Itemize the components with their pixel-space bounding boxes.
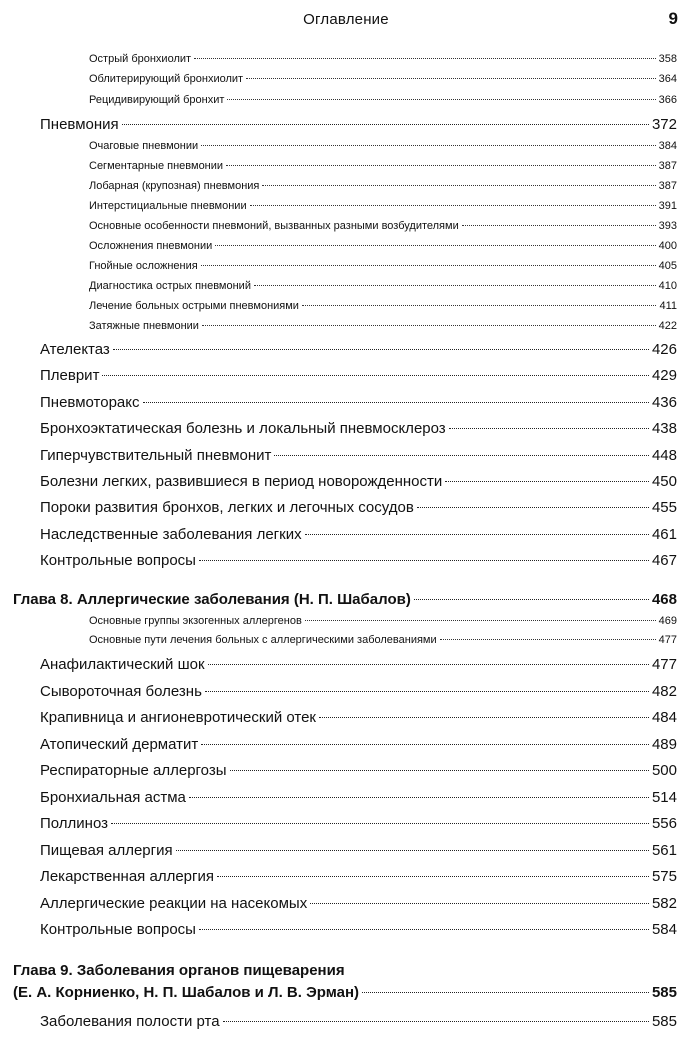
toc-entry-label: Аллергические реакции на насекомых	[40, 895, 308, 912]
toc-entry[interactable]	[40, 895, 677, 921]
toc-entry-label: Пневмония	[40, 116, 119, 133]
leader-dots	[310, 903, 649, 904]
leader-dots	[305, 534, 649, 535]
toc-entry[interactable]	[89, 53, 677, 73]
toc-entry-label: Осложнения пневмонии	[89, 240, 213, 252]
leader-dots	[215, 245, 655, 246]
toc-entry[interactable]	[40, 420, 677, 446]
toc-entry-label: Поллиноз	[40, 815, 109, 832]
leader-dots	[199, 560, 649, 561]
toc-entry-label: Ателектаз	[40, 341, 110, 358]
leader-dots	[223, 1021, 649, 1022]
toc-entry-label: Лекарственная аллергия	[40, 868, 214, 885]
toc-entry-label: Сывороточная болезнь	[40, 683, 202, 700]
toc-entry[interactable]	[40, 921, 677, 947]
toc-entry-label: Гиперчувствительный пневмонит	[40, 447, 272, 464]
toc-entry-page: 477	[651, 656, 677, 673]
toc-entry-page: 393	[658, 220, 677, 232]
leader-dots	[227, 99, 655, 100]
toc-entry-page: 450	[651, 473, 677, 490]
toc-entry[interactable]	[89, 140, 677, 160]
toc-entry-page: 582	[651, 895, 677, 912]
toc-entry[interactable]	[89, 94, 677, 114]
toc-entry-page: 387	[658, 180, 677, 192]
toc-entry-page: 358	[658, 53, 677, 65]
toc-entry[interactable]	[40, 789, 677, 815]
toc-entry-page: 384	[658, 140, 677, 152]
toc-entry[interactable]	[89, 220, 677, 240]
toc-entry[interactable]	[89, 260, 677, 280]
leader-dots	[417, 507, 649, 508]
toc-entry[interactable]	[40, 526, 677, 552]
leader-dots	[254, 285, 656, 286]
toc-entry[interactable]	[89, 634, 677, 654]
toc-entry-page: 469	[658, 615, 677, 627]
toc-entry-label: Контрольные вопросы	[40, 921, 196, 938]
leader-dots	[201, 744, 649, 745]
leader-dots	[143, 402, 649, 403]
toc-entry-page: 482	[651, 683, 677, 700]
toc-entry-label: Рецидивирующий бронхит	[89, 94, 225, 106]
leader-dots	[319, 717, 649, 718]
toc-entry-label: (Е. А. Корниенко, Н. П. Шабалов и Л. В. Эрман)	[13, 984, 360, 1001]
leader-dots	[176, 850, 649, 851]
toc-entry-page: 387	[658, 160, 677, 172]
page-number: 9	[668, 9, 678, 28]
toc-entry-label: Затяжные пневмонии	[89, 320, 199, 332]
leader-dots	[111, 823, 649, 824]
toc-entry-page: 366	[658, 94, 677, 106]
toc-entry-page: 410	[658, 280, 677, 292]
toc-entry-page: 489	[651, 736, 677, 753]
toc-entry-page: 461	[651, 526, 677, 543]
leader-dots	[217, 876, 649, 877]
toc-entry[interactable]	[40, 656, 677, 682]
toc-entry[interactable]	[40, 762, 677, 788]
toc-entry-page: 467	[651, 552, 677, 569]
toc-entry-page: 429	[651, 367, 677, 384]
leader-dots	[201, 145, 656, 146]
toc-entry-label: Острый бронхиолит	[89, 53, 192, 65]
toc-entry[interactable]	[40, 473, 677, 499]
toc-entry-label: Бронхиальная астма	[40, 789, 186, 806]
leader-dots	[113, 349, 649, 350]
running-title: Оглавление	[303, 11, 389, 28]
toc-entry[interactable]	[89, 280, 677, 300]
toc-entry-page: 400	[658, 240, 677, 252]
toc-entry-label: Крапивница и ангионевротический отек	[40, 709, 316, 726]
toc-entry[interactable]	[89, 180, 677, 200]
toc-entry-label: Диагностика острых пневмоний	[89, 280, 251, 292]
leader-dots	[202, 325, 656, 326]
toc-entry-label: Атопический дерматит	[40, 736, 199, 753]
toc-chapter-heading[interactable]	[13, 591, 677, 617]
toc-entry-page: 556	[651, 815, 677, 832]
toc-entry-page: 500	[651, 762, 677, 779]
toc-entry-label: Пороки развития бронхов, легких и легочных сосудов	[40, 499, 414, 516]
toc-entry-page: 455	[651, 499, 677, 516]
toc-entry[interactable]	[40, 394, 677, 420]
toc-entry[interactable]	[40, 447, 677, 473]
toc-entry-label: Основные особенности пневмоний, вызванных разными возбудителями	[89, 220, 459, 232]
toc-entry-page: 484	[651, 709, 677, 726]
leader-dots	[302, 305, 657, 306]
toc-entry[interactable]	[89, 240, 677, 260]
toc-entry-label: Бронхоэктатическая болезнь и локальный пневмосклероз	[40, 420, 446, 437]
toc-entry-label: Гнойные осложнения	[89, 260, 198, 272]
leader-dots	[246, 78, 656, 79]
toc-entry-page: 391	[658, 200, 677, 212]
leader-dots	[208, 664, 649, 665]
toc-entry[interactable]	[40, 736, 677, 762]
toc-entry-label: Лобарная (крупозная) пневмония	[89, 180, 260, 192]
leader-dots	[230, 770, 649, 771]
toc-entry-label: Лечение больных острыми пневмониями	[89, 300, 299, 312]
toc-entry[interactable]	[89, 200, 677, 220]
leader-dots	[440, 639, 656, 640]
toc-entry-page: 584	[651, 921, 677, 938]
toc-entry[interactable]	[89, 73, 677, 93]
toc-entry-label: Очаговые пневмонии	[89, 140, 199, 152]
toc-entry-page: 514	[651, 789, 677, 806]
toc-entry-label: Глава 8. Аллергические заболевания (Н. П. Шабалов)	[13, 591, 411, 608]
toc-entry[interactable]	[40, 868, 677, 894]
leader-dots	[122, 124, 649, 125]
toc-entry[interactable]	[40, 1013, 677, 1039]
toc-entry-label: Пневмоторакс	[40, 394, 140, 411]
toc-entry-page: 364	[658, 73, 677, 85]
leader-dots	[445, 481, 649, 482]
leader-dots	[226, 165, 656, 166]
toc-entry[interactable]	[40, 116, 677, 142]
leader-dots	[201, 265, 656, 266]
page-header	[0, 0, 692, 40]
leader-dots	[362, 992, 649, 993]
toc-entry-label: Основные группы экзогенных аллергенов	[89, 615, 302, 627]
leader-dots	[199, 929, 649, 930]
toc-entry[interactable]	[40, 683, 677, 709]
toc-entry-page: 405	[658, 260, 677, 272]
toc-entry[interactable]	[89, 615, 677, 635]
toc-entry[interactable]	[89, 300, 677, 320]
toc-chapter-heading-continued[interactable]	[13, 984, 677, 1010]
toc-entry-page: 468	[651, 591, 677, 608]
toc-chapter-heading[interactable]: Глава 9. Заболевания органов пищеварения	[13, 962, 345, 979]
toc-entry[interactable]	[40, 709, 677, 735]
toc-entry-page: 477	[658, 634, 677, 646]
leader-dots	[462, 225, 656, 226]
toc-entry-page: 372	[651, 116, 677, 133]
leader-dots	[194, 58, 656, 59]
toc-entry-page: 585	[651, 984, 677, 1001]
toc-entry-label: Интерстициальные пневмонии	[89, 200, 247, 212]
leader-dots	[414, 599, 649, 600]
toc-entry-label: Болезни легких, развившиеся в период новорожденности	[40, 473, 443, 490]
toc-entry[interactable]	[40, 815, 677, 841]
toc-entry-label: Анафилактический шок	[40, 656, 205, 673]
toc-entry-label: Плеврит	[40, 367, 100, 384]
toc-entry-label: Основные пути лечения больных с аллергическими заболеваниями	[89, 634, 437, 646]
toc-entry-page: 585	[651, 1013, 677, 1030]
leader-dots	[102, 375, 649, 376]
toc-entry[interactable]	[89, 320, 677, 340]
toc-entry-label: Наследственные заболевания легких	[40, 526, 302, 543]
leader-dots	[274, 455, 649, 456]
toc-entry[interactable]	[40, 499, 677, 525]
toc-entry-page: 422	[658, 320, 677, 332]
toc-entry-label: Заболевания полости рта	[40, 1013, 220, 1030]
leader-dots	[189, 797, 649, 798]
toc-entry-page: 411	[659, 300, 677, 312]
leader-dots	[262, 185, 655, 186]
leader-dots	[305, 620, 656, 621]
toc-entry[interactable]	[40, 552, 677, 578]
toc-entry-page: 438	[651, 420, 677, 437]
toc-entry-page: 436	[651, 394, 677, 411]
leader-dots	[205, 691, 649, 692]
toc-entry-page: 575	[651, 868, 677, 885]
toc-entry[interactable]	[89, 160, 677, 180]
toc-entry-page: 561	[651, 842, 677, 859]
toc-entry-page: 448	[651, 447, 677, 464]
toc-entry-label: Облитерирующий бронхиолит	[89, 73, 244, 85]
toc-entry-label: Респираторные аллергозы	[40, 762, 227, 779]
toc-entry[interactable]	[40, 842, 677, 868]
toc-entry[interactable]	[40, 341, 677, 367]
toc-entry-label: Контрольные вопросы	[40, 552, 196, 569]
toc-entry-label: Сегментарные пневмонии	[89, 160, 224, 172]
leader-dots	[449, 428, 649, 429]
toc-entry[interactable]	[40, 367, 677, 393]
toc-entry-label: Пищевая аллергия	[40, 842, 173, 859]
toc-entry-page: 426	[651, 341, 677, 358]
leader-dots	[250, 205, 656, 206]
